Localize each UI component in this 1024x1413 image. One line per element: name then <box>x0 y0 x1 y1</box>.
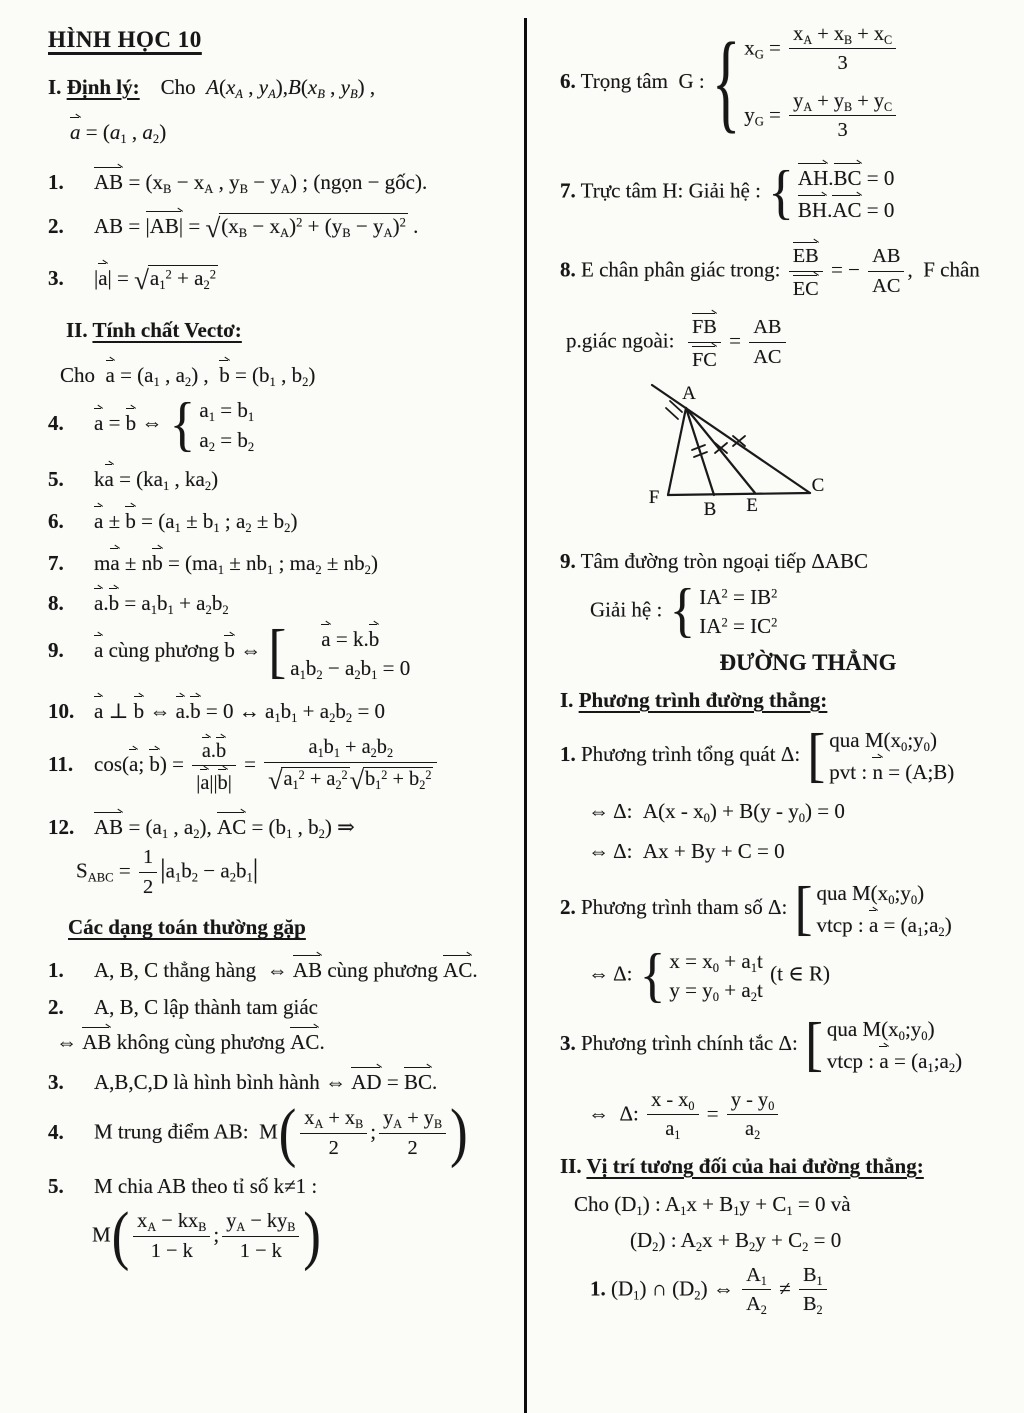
formula-canonical-equation: 3. Phương trình chính tắc Δ: [ qua $M(x_0;y_0)$ vtcp : $a = (a_1;a_2)$ <box>560 1010 963 1078</box>
label-c: C <box>811 475 825 497</box>
formula-collinear-vectors: 9. a cùng phương b ⇔ [ a = k.b $a_1b_2 - a_2b_1 = 0$ <box>48 617 411 685</box>
formula-parametric-equation: 2. Phương trình tham số Δ: [ qua $M(x_0;y_0)$ vtcp : $a = (a_1;a_2)$ <box>560 874 952 942</box>
formula-vector-sum: 6. $a \pm b = (a_1 \pm b_1$ ; $a_2 \pm b_2$) <box>48 508 298 535</box>
formula-parametric-system: ⇔ Δ: { $x = x_0 + a_1t$ $y = y_0 + a_2t$ (t ∈ R) <box>588 941 830 1009</box>
heading-duong-thang: ĐƯỜNG THẲNG <box>719 650 897 675</box>
formula-external-bisector-foot: p.giác ngoài: $\frac{FB}{FC}$ = $\frac{AB}{AC}$ <box>560 310 1024 375</box>
formula-cho-a-b: Cho $a = (a_1$ , $a_2$) , $b = (b_1$ , $b_2$) <box>60 363 316 390</box>
rule-triangle-condition: 2. A, B, C lập thành tam giác <box>48 995 318 1020</box>
label-e: E <box>746 495 758 517</box>
right-column <box>560 16 1024 1320</box>
formula-dot-product: 8. $a.b = a_1b_1 + a_2b_2$ <box>48 590 229 617</box>
formula-general-short: ⇔ Δ: Ax + By + C = 0 <box>588 838 785 863</box>
formula-general-equation: 1. Phương trình tổng quát Δ: [ qua $M(x_0;y_0)$ pvt : n = (A;B) <box>560 721 955 789</box>
rule-collinear-points: 1. A, B, C thẳng hàng ⇔ AB cùng phương AC. <box>48 958 478 983</box>
rule-divide-ratio-formula: M( $x_A - kx_B$ 1 − k ; $y_A - ky_B$ 1 − k ) <box>92 1200 321 1273</box>
formula-orthocenter: 7. Trực tâm H: Giải hệ : { AH.BC = 0 BH.AC = 0 <box>560 158 895 226</box>
formula-vector-equality: 4. a = b ⇔ { $a_1 = b_1$ $a_2 = b_2$ <box>48 390 255 458</box>
segment-a-e <box>686 408 755 493</box>
base-f-c <box>668 493 810 495</box>
formula-internal-bisector-foot: 8. E chân phân giác trong: $\frac{EB}{EC}$ = − $\frac{AB}{AC}$ , F chân <box>560 239 1024 304</box>
label-b: B <box>703 499 717 521</box>
formula-linear-combination: 7. ma ± nb = ($ma_1 \pm nb_1$ ; $ma_2 \pm nb_2$) <box>48 550 378 577</box>
column-divider <box>524 18 527 1413</box>
line-through-a-c <box>652 385 810 493</box>
rule-parallelogram: 3. A,B,C,D là hình bình hành ⇔ AD = BC. <box>48 1070 438 1095</box>
heading-vi-tri-tuong-doi: II. Vị trí tương đối của hai đường thẳng: <box>560 1153 924 1178</box>
figure-container <box>632 379 1024 535</box>
left-column <box>48 26 516 1273</box>
formula-a-magnitude: 3. $|a| = √a_1^2 + a_2^2$ <box>48 264 217 295</box>
formula-line-d1: Cho $(D_1)$ : $A_1x + B_1y + C_1 = 0$ và <box>574 1191 851 1218</box>
segment-a-b <box>686 408 714 495</box>
formula-circumcenter: 9. Tâm đường tròn ngoại tiếp ΔABC <box>560 548 868 573</box>
formula-circumcenter-system: Giải hệ : { $IA^2 = IB^2$ $IA^2 = IC^2$ <box>590 576 778 644</box>
formula-general-expanded: ⇔ Δ: $A(x - x_0) + B(y - y_0) = 0$ <box>588 798 845 825</box>
formula-scalar-multiple: 5. ka = ($ka_1$ , $ka_2$) <box>48 466 219 493</box>
formula-centroid: 6. Trọng tâm G : { $x_G$ = $\frac{x_A + x_B + x_C}{3}$ $y_G$ = $\frac{y_A + y_B + y_C}{3}$ <box>560 20 1024 146</box>
rule-divide-ratio: 5. M chia AB theo tỉ số k≠1 : <box>48 1174 318 1199</box>
heading-cac-dang-toan: Các dạng toán thường gặp <box>68 915 306 940</box>
rule-triangle-condition-2: ⇔ AB không cùng phương AC. <box>56 1030 325 1055</box>
rule-midpoint: 4. M trung điểm AB: M( $\frac{x_A + x_B}{2}$ ; $\frac{y_A + y_B}{2}$ ) <box>48 1097 468 1170</box>
formula-cosine-angle: 11. cos(a; b) = $\frac{a.b}{|a||b|}$ = $\frac{a_1b_1 + a_2b_2}{√a_1^2 + a_2^2√b_1^2 + b_2^2}$ <box>48 733 516 799</box>
heading-tinh-chat-vecto: II. Tính chất Vectơ: <box>66 318 242 343</box>
label-a: A <box>682 383 696 405</box>
page-title: HÌNH HỌC 10 <box>48 27 202 52</box>
label-f: F <box>648 487 660 509</box>
heading-dinh-ly: I. Định lý: Cho $A(x_A$ , $y_A),B(x_B$ , $y_B$) , <box>48 75 376 102</box>
formula-canonical-expanded: ⇔ Δ: $\frac{x - x_0}{a_1}$ = $\frac{y - y_0}{a_2}$ <box>560 1086 1024 1145</box>
formula-ab-ac-setup: 12. AB = ($a_1$ , $a_2$), AC = ($b_1$ , $b_2$) ⇒ <box>48 815 355 842</box>
formula-lines-intersect: 1. $(D_1)$ ∩ $(D_2)$ ⇔ $\frac{A_1}{A_2}$ ≠ $\frac{B_1}{B_2}$ <box>560 1261 1024 1320</box>
formula-ab-components: 1. AB = ($x_B - x_A$ , $y_B - y_A$) ; (ngọn − gốc). <box>48 170 428 197</box>
triangle-figure <box>632 379 902 529</box>
formula-triangle-area: $S_{ABC}$ = $\frac{1}{2}$ $|a_1b_2 - a_2b_1|$ <box>48 843 516 902</box>
heading-phuong-trinh: I. Phương trình đường thẳng: <box>560 688 828 712</box>
formula-vector-a: $a = (a_1$ , $a_2$) <box>70 120 167 147</box>
formula-line-d2: $(D_2)$ : $A_2x + B_2y + C_2 = 0$ <box>630 1227 842 1254</box>
formula-perpendicular: 10. a ⊥ b ⇔ a.b = 0 ↔ $a_1b_1 + a_2b_2 = 0$ <box>48 699 386 726</box>
segment-a-f <box>668 408 686 495</box>
formula-ab-length: 2. AB = $|AB| = √(x_B - x_A)^2 + (y_B - y_A)^2$ . <box>48 213 419 244</box>
